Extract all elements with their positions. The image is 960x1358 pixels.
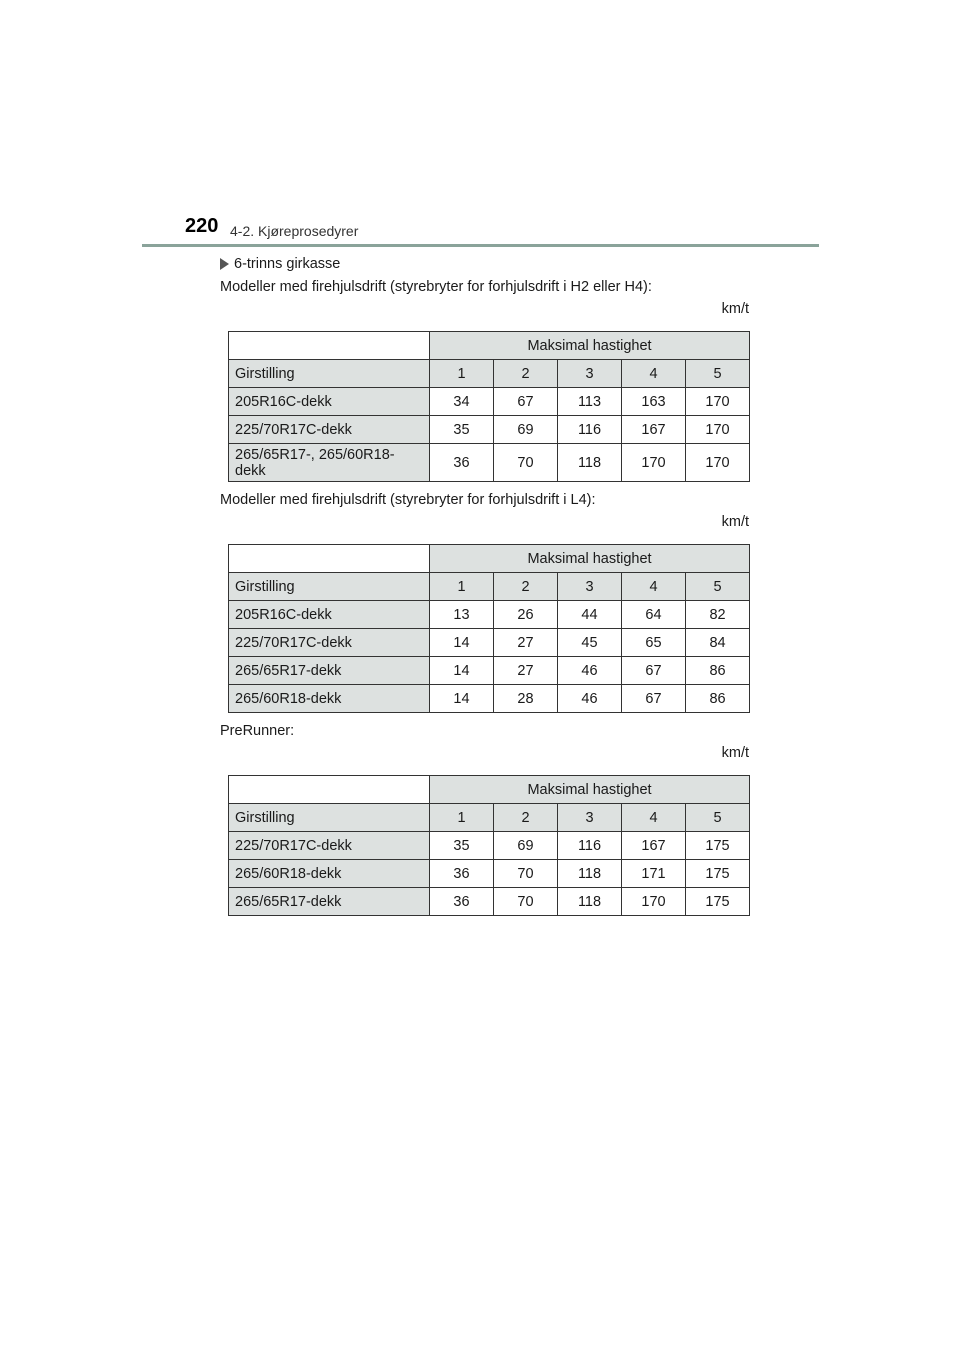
speed-cell: 26 xyxy=(494,601,558,629)
table-row xyxy=(229,444,750,482)
speed-cell: 46 xyxy=(558,685,622,713)
table-header-row xyxy=(229,776,750,804)
speed-cell: 70 xyxy=(494,860,558,888)
speed-cell: 113 xyxy=(558,388,622,416)
speed-cell: 67 xyxy=(494,388,558,416)
speed-cell: 46 xyxy=(558,657,622,685)
speed-cell: 116 xyxy=(558,832,622,860)
tire-size-line: 265/65R17-, 265/60R18- xyxy=(235,446,395,463)
table-row xyxy=(229,832,750,860)
speed-cell: 167 xyxy=(622,832,686,860)
speed-cell: 13 xyxy=(430,601,494,629)
speed-cell: 175 xyxy=(686,860,750,888)
speed-cell: 69 xyxy=(494,416,558,444)
page-number: 220 xyxy=(185,215,219,237)
speed-cell: 35 xyxy=(430,416,494,444)
speed-cell: 44 xyxy=(558,601,622,629)
speed-cell: 36 xyxy=(430,444,494,482)
table-row xyxy=(229,416,750,444)
tire-size: 225/70R17C-dekk xyxy=(229,629,430,657)
gear-cell: 3 xyxy=(558,573,622,601)
speed-cell: 167 xyxy=(622,416,686,444)
empty-header-cell xyxy=(229,776,430,804)
subsection-heading xyxy=(220,252,750,276)
unit-label: km/t xyxy=(721,514,749,530)
unit-label: km/t xyxy=(721,301,749,317)
table-caption-h2-h4: Modeller med firehjulsdrift (styrebryter for forhjulsdrift i H2 eller H4): xyxy=(220,279,652,295)
speed-cell: 175 xyxy=(686,832,750,860)
max-speed-header: Maksimal hastighet xyxy=(430,776,750,804)
speed-cell: 28 xyxy=(494,685,558,713)
gear-cell: 2 xyxy=(494,573,558,601)
speed-cell: 118 xyxy=(558,444,622,482)
speed-table-l4 xyxy=(228,544,750,713)
speed-cell: 36 xyxy=(430,860,494,888)
gear-cell: 5 xyxy=(686,804,750,832)
gear-cell: 3 xyxy=(558,360,622,388)
gear-row xyxy=(229,573,750,601)
speed-table-prerunner xyxy=(228,775,750,916)
gear-label: Girstilling xyxy=(229,804,430,832)
page-content xyxy=(220,252,750,916)
speed-cell: 34 xyxy=(430,388,494,416)
gear-cell: 1 xyxy=(430,804,494,832)
unit-label: km/t xyxy=(721,745,749,761)
tire-size: 265/60R18-dekk xyxy=(229,685,430,713)
triangle-bullet-icon xyxy=(220,258,229,270)
speed-cell: 36 xyxy=(430,888,494,916)
speed-cell: 170 xyxy=(622,888,686,916)
gear-cell: 3 xyxy=(558,804,622,832)
speed-cell: 14 xyxy=(430,657,494,685)
table-header-row xyxy=(229,545,750,573)
tire-size: 225/70R17C-dekk xyxy=(229,416,430,444)
table-header-row xyxy=(229,332,750,360)
gear-cell: 4 xyxy=(622,804,686,832)
speed-cell: 35 xyxy=(430,832,494,860)
table-caption-prerunner: PreRunner: xyxy=(220,723,295,739)
tire-size: 265/65R17-dekk xyxy=(229,657,430,685)
gear-cell: 5 xyxy=(686,573,750,601)
subsection-title: 6-trinns girkasse xyxy=(234,256,341,272)
chapter-title: 4-2. Kjøreprosedyrer xyxy=(230,223,359,239)
gear-cell: 2 xyxy=(494,804,558,832)
speed-cell: 27 xyxy=(494,629,558,657)
speed-cell: 70 xyxy=(494,444,558,482)
speed-cell: 86 xyxy=(686,657,750,685)
table-caption-l4: Modeller med firehjulsdrift (styrebryter for forhjulsdrift i L4): xyxy=(220,492,596,508)
table-row xyxy=(229,601,750,629)
speed-cell: 116 xyxy=(558,416,622,444)
speed-cell: 118 xyxy=(558,888,622,916)
speed-cell: 27 xyxy=(494,657,558,685)
gear-row xyxy=(229,360,750,388)
tire-size: 225/70R17C-dekk xyxy=(229,832,430,860)
tire-size-line: dekk xyxy=(235,462,266,479)
gear-label: Girstilling xyxy=(229,360,430,388)
gear-row xyxy=(229,804,750,832)
tire-size: 205R16C-dekk xyxy=(229,388,430,416)
speed-cell: 14 xyxy=(430,685,494,713)
speed-cell: 67 xyxy=(622,657,686,685)
tire-size: 265/65R17-dekk xyxy=(229,888,430,916)
gear-cell: 4 xyxy=(622,360,686,388)
table-row xyxy=(229,629,750,657)
tire-size: 265/60R18-dekk xyxy=(229,860,430,888)
speed-cell: 14 xyxy=(430,629,494,657)
table-row xyxy=(229,685,750,713)
speed-cell: 86 xyxy=(686,685,750,713)
speed-cell: 84 xyxy=(686,629,750,657)
speed-cell: 170 xyxy=(622,444,686,482)
speed-cell: 170 xyxy=(686,444,750,482)
empty-header-cell xyxy=(229,545,430,573)
max-speed-header: Maksimal hastighet xyxy=(430,332,750,360)
speed-cell: 69 xyxy=(494,832,558,860)
gear-cell: 5 xyxy=(686,360,750,388)
speed-cell: 45 xyxy=(558,629,622,657)
gear-label: Girstilling xyxy=(229,573,430,601)
speed-table-h2-h4 xyxy=(228,331,750,482)
tire-size: 205R16C-dekk xyxy=(229,601,430,629)
speed-cell: 163 xyxy=(622,388,686,416)
speed-cell: 175 xyxy=(686,888,750,916)
table-row xyxy=(229,388,750,416)
speed-cell: 170 xyxy=(686,416,750,444)
table-row xyxy=(229,888,750,916)
speed-cell: 170 xyxy=(686,388,750,416)
empty-header-cell xyxy=(229,332,430,360)
gear-cell: 2 xyxy=(494,360,558,388)
speed-cell: 171 xyxy=(622,860,686,888)
gear-cell: 1 xyxy=(430,573,494,601)
speed-cell: 118 xyxy=(558,860,622,888)
speed-cell: 67 xyxy=(622,685,686,713)
max-speed-header: Maksimal hastighet xyxy=(430,545,750,573)
speed-cell: 65 xyxy=(622,629,686,657)
speed-cell: 70 xyxy=(494,888,558,916)
header-divider xyxy=(142,244,819,247)
table-row xyxy=(229,860,750,888)
table-row xyxy=(229,657,750,685)
gear-cell: 1 xyxy=(430,360,494,388)
gear-cell: 4 xyxy=(622,573,686,601)
speed-cell: 82 xyxy=(686,601,750,629)
tire-size xyxy=(229,444,430,482)
speed-cell: 64 xyxy=(622,601,686,629)
